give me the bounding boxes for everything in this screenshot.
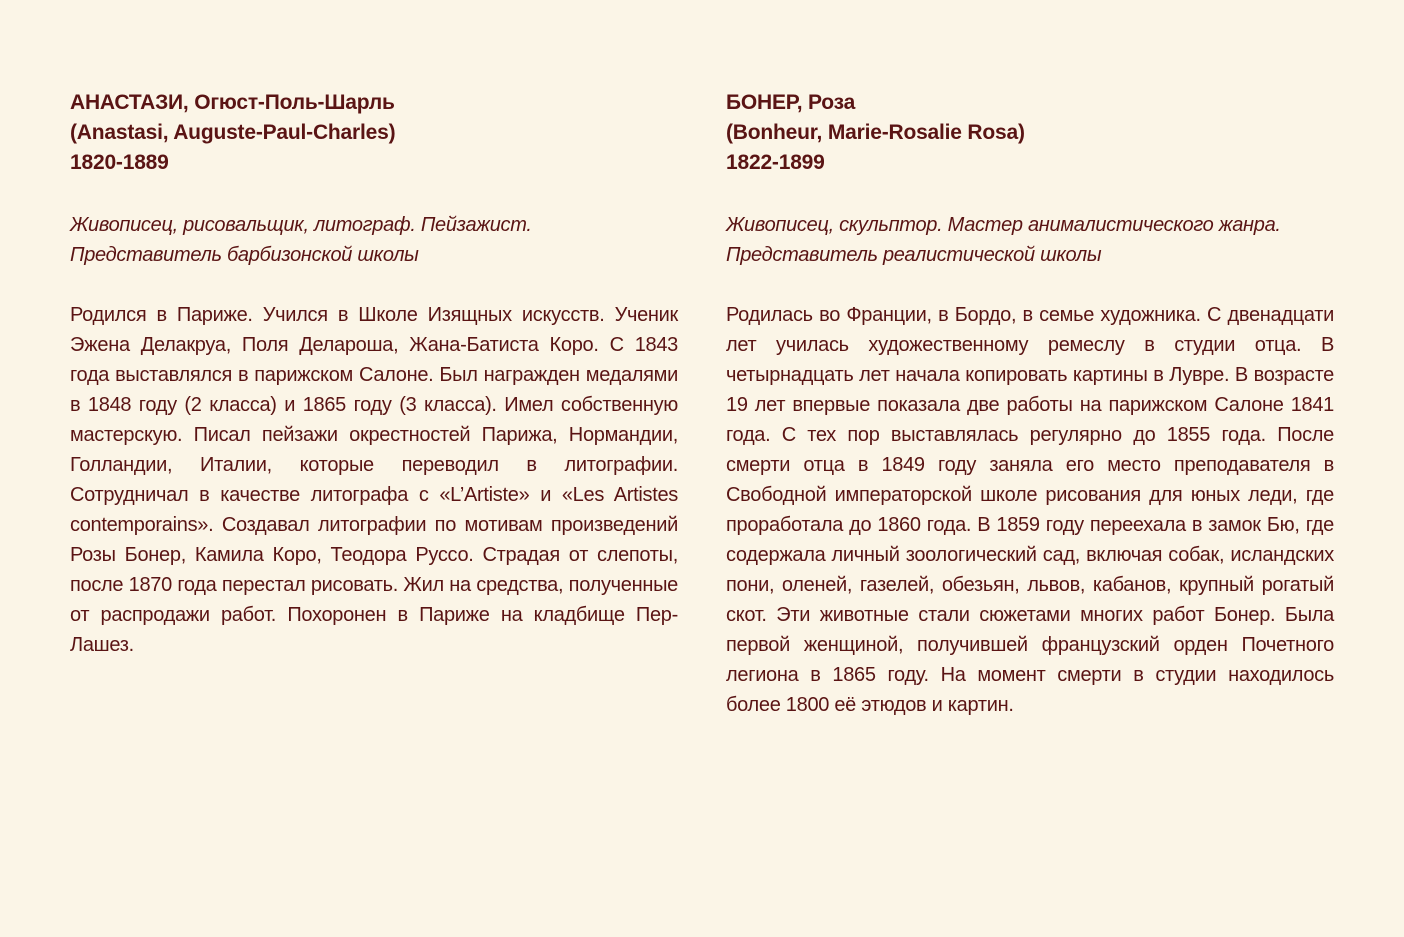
artist-role bbox=[70, 210, 678, 270]
artist-role-line-2: Представитель реалистической школы bbox=[726, 244, 1102, 266]
artist-years: 1820-1889 bbox=[70, 151, 169, 174]
artist-heading bbox=[70, 88, 678, 178]
artist-role-line-1: Живописец, скульптор. Мастер анималистического жанра. bbox=[726, 214, 1281, 236]
artist-name: АНАСТАЗИ, Огюст-Поль-Шарль bbox=[70, 91, 395, 114]
artist-role-line-2: Представитель барбизонской школы bbox=[70, 244, 419, 266]
artist-heading bbox=[726, 88, 1334, 178]
artist-entry-bonheur bbox=[726, 88, 1334, 720]
artist-name: БОНЕР, Роза bbox=[726, 91, 856, 114]
artist-role bbox=[726, 210, 1334, 270]
artist-biography: Родился в Париже. Учился в Школе Изящных искусств. Ученик Эжена Делакруа, Поля Делароша, Жана-Батиста Коро. С 1843 года выставлялся в парижском Салоне. Был награжден медалями в 1848 году (2 класса) и 1865 году (3 класса). Имел собственную мастерскую. Писал пейзажи окрестностей Парижа, Нормандии, Голландии, Италии, которые переводил в литографии. Сотрудничал в качестве литографа с «L’Artiste» и «Les Artistes contemporains». Создавал литографии по мотивам произведений Розы Бонер, Камила Коро, Теодора Руссо. Страдая от слепоты, после 1870 года перестал рисовать. Жил на средства, полученные от распродажи работ. Похоронен в Париже на кладбище Пер-Лашез. bbox=[70, 304, 678, 656]
artist-biography: Родилась во Франции, в Бордо, в семье художника. С двенадцати лет училась художественному ремеслу в студии отца. В четырнадцать лет начала копировать картины в Лувре. В возрасте 19 лет впервые показала две работы на парижском Салоне 1841 года. С тех пор выставлялась регулярно до 1855 года. После смерти отца в 1849 году заняла его место преподавателя в Свободной императорской школе рисования для юных леди, где проработала до 1860 года. В 1859 году переехала в замок Бю, где содержала личный зоологический сад, включая собак, исландских пони, оленей, газелей, обезьян, львов, кабанов, крупный рогатый скот. Эти животные стали сюжетами многих работ Бонер. Была первой женщиной, получившей французский орден Почетного легиона в 1865 году. На момент смерти в студии находилось более 1800 её этюдов и картин. bbox=[726, 304, 1334, 716]
artist-latin-name: (Bonheur, Marie-Rosalie Rosa) bbox=[726, 121, 1025, 144]
artist-entry-anastasi bbox=[70, 88, 678, 660]
artist-years: 1822-1899 bbox=[726, 151, 825, 174]
artist-latin-name: (Anastasi, Auguste-Paul-Charles) bbox=[70, 121, 396, 144]
artist-role-line-1: Живописец, рисовальщик, литограф. Пейзажист. bbox=[70, 214, 532, 236]
